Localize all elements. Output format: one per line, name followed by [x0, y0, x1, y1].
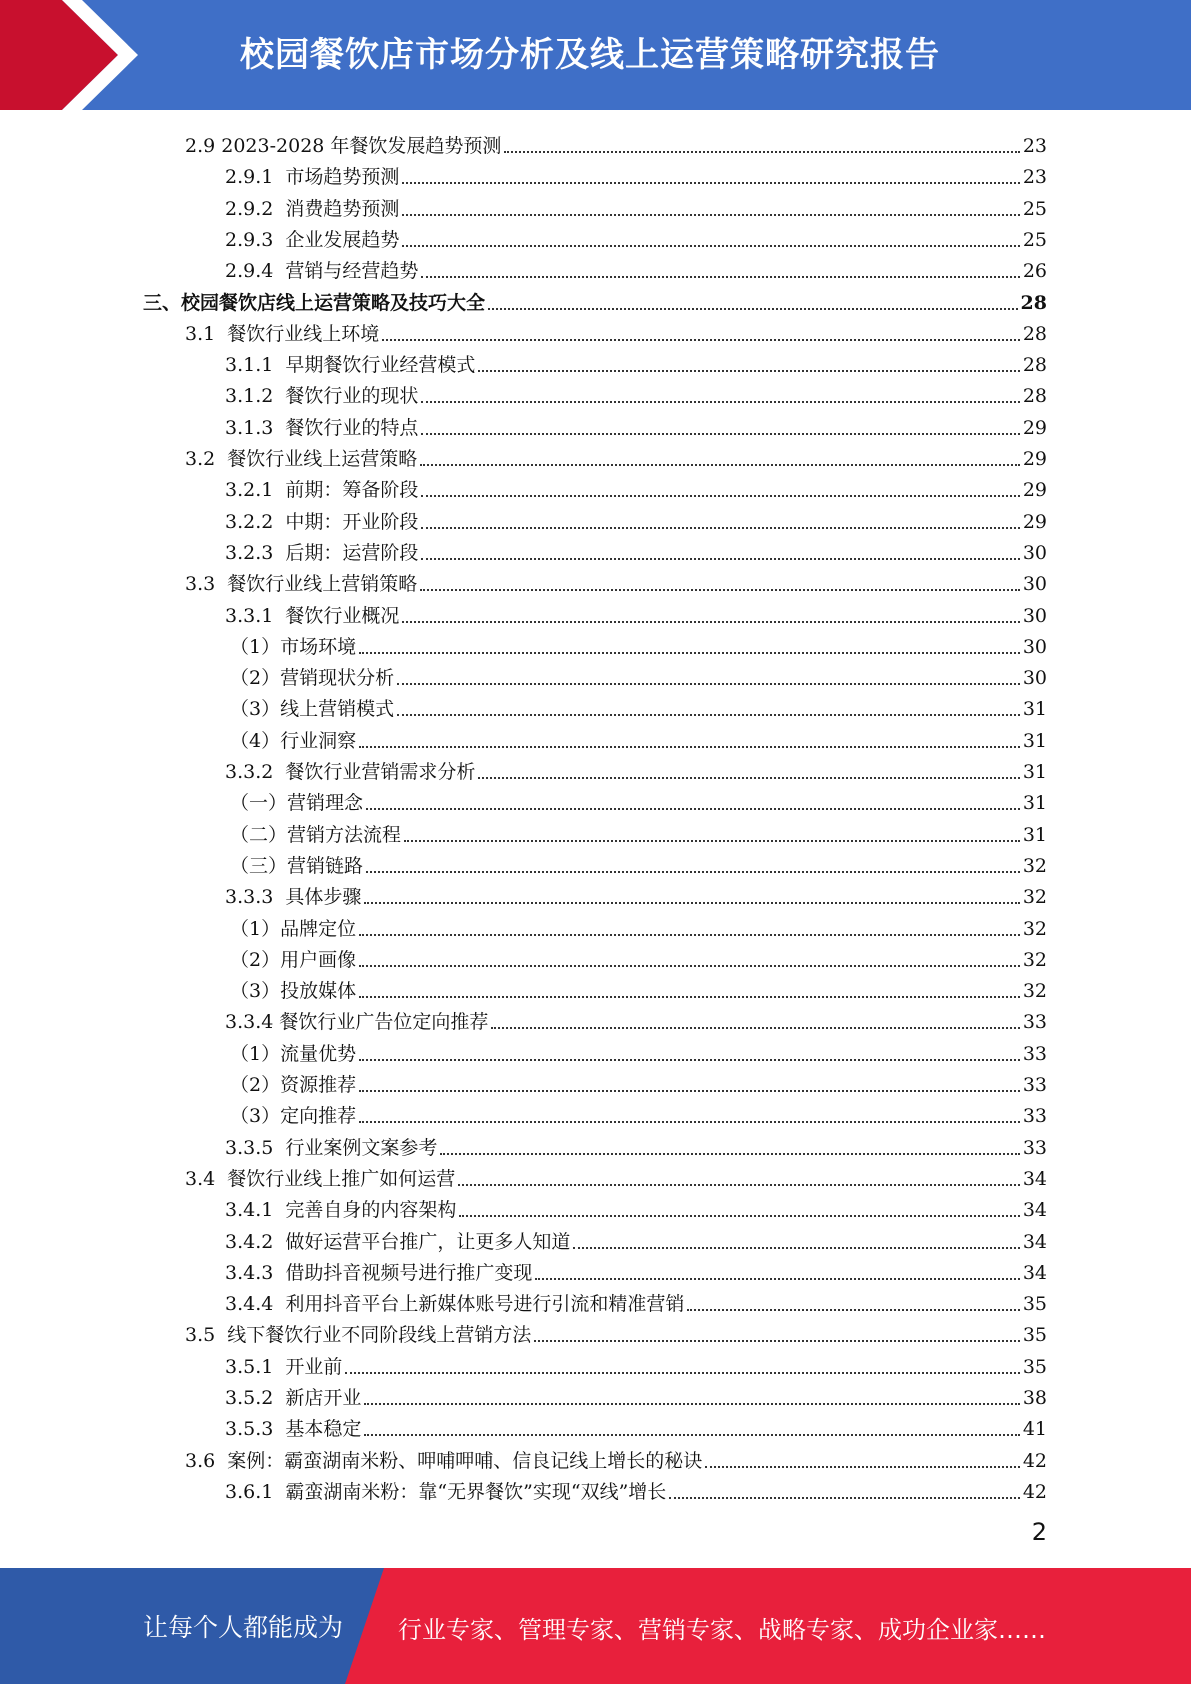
toc-entry-label: 3.4 餐饮行业线上推广如何运营 — [185, 1168, 456, 1190]
footer-slogan-left: 让每个人都能成为 — [143, 1613, 344, 1642]
toc-entry[interactable] — [225, 1003, 1047, 1034]
toc-entry[interactable] — [230, 722, 1047, 753]
toc-entry-page: 33 — [1022, 1043, 1047, 1065]
toc-entry-label: 3.4.3 借助抖音视频号进行推广变现 — [225, 1262, 533, 1284]
toc-dot-leader — [535, 1278, 1019, 1280]
toc-dot-leader — [421, 276, 1019, 278]
page-number: 2 — [1031, 1518, 1047, 1546]
toc-entry[interactable] — [225, 1473, 1047, 1504]
toc-dot-leader — [421, 527, 1019, 529]
toc-entry-label: 3.3.2 餐饮行业营销需求分析 — [225, 761, 476, 783]
toc-entry-label: 3.3.1 餐饮行业概况 — [225, 605, 400, 627]
toc-entry-page: 31 — [1022, 792, 1047, 814]
toc-entry-label: （3）线上营销模式 — [230, 698, 395, 720]
toc-entry[interactable] — [225, 221, 1047, 252]
toc-entry[interactable] — [225, 878, 1047, 909]
toc-dot-leader — [364, 1434, 1019, 1436]
toc-entry-label: 3.2.3 后期：运营阶段 — [225, 542, 419, 564]
toc-entry[interactable] — [185, 1160, 1047, 1191]
toc-entry-page: 33 — [1022, 1011, 1047, 1033]
report-footer — [0, 1568, 1191, 1684]
toc-entry-label: （三）营销链路 — [230, 855, 364, 877]
toc-entry-label: 三、校园餐饮店线上运营策略及技巧大全 — [143, 292, 486, 314]
toc-dot-leader — [504, 151, 1019, 153]
toc-entry[interactable] — [230, 628, 1047, 659]
toc-dot-leader — [382, 339, 1020, 341]
toc-dot-leader — [364, 1403, 1019, 1405]
report-header — [0, 0, 1191, 110]
toc-entry[interactable] — [230, 910, 1047, 941]
toc-entry-label: 2.9 2023-2028 年餐饮发展趋势预测 — [185, 135, 502, 157]
toc-entry-page: 33 — [1022, 1105, 1047, 1127]
toc-entry-page: 33 — [1022, 1074, 1047, 1096]
toc-entry[interactable] — [225, 158, 1047, 189]
toc-entry[interactable] — [185, 440, 1047, 471]
toc-dot-leader — [366, 871, 1020, 873]
toc-dot-leader — [404, 840, 1020, 842]
toc-entry-page: 23 — [1022, 166, 1047, 188]
toc-dot-leader — [420, 589, 1020, 591]
footer-slogan-right: 行业专家、管理专家、营销专家、战略专家、成功企业家…… — [398, 1616, 1046, 1644]
toc-entry-label: 3.3.4 餐饮行业广告位定向推荐 — [225, 1011, 489, 1033]
toc-entry-label: 3.1.3 餐饮行业的特点 — [225, 417, 419, 439]
toc-entry[interactable] — [143, 284, 1047, 315]
toc-entry-page: 29 — [1022, 417, 1047, 439]
toc-entry[interactable] — [230, 690, 1047, 721]
toc-dot-leader — [366, 808, 1020, 810]
toc-entry-page: 28 — [1022, 385, 1047, 407]
toc-dot-leader — [359, 1121, 1020, 1123]
toc-entry[interactable] — [225, 409, 1047, 440]
toc-dot-leader — [478, 370, 1019, 372]
toc-entry-label: （2）营销现状分析 — [230, 667, 395, 689]
toc-entry[interactable] — [225, 252, 1047, 283]
toc-entry-page: 32 — [1022, 886, 1047, 908]
toc-entry-label: 3.2.1 前期：筹备阶段 — [225, 479, 419, 501]
toc-entry[interactable] — [225, 1254, 1047, 1285]
toc-entry-label: （3）投放媒体 — [230, 980, 357, 1002]
toc-dot-leader — [397, 683, 1020, 685]
toc-entry-label: 3.1.2 餐饮行业的现状 — [225, 385, 419, 407]
toc-entry-label: 3.5.3 基本稳定 — [225, 1418, 362, 1440]
toc-entry[interactable] — [185, 1316, 1047, 1347]
toc-entry[interactable] — [185, 127, 1047, 158]
toc-dot-leader — [421, 495, 1019, 497]
toc-entry[interactable] — [225, 190, 1047, 221]
toc-entry-page: 29 — [1022, 511, 1047, 533]
toc-entry-page: 29 — [1022, 479, 1047, 501]
toc-entry-page: 42 — [1022, 1450, 1047, 1472]
toc-entry-page: 35 — [1022, 1356, 1047, 1378]
toc-entry-label: （1）品牌定位 — [230, 918, 357, 940]
toc-entry-page: 30 — [1022, 573, 1047, 595]
toc-entry-page: 38 — [1022, 1387, 1047, 1409]
toc-entry[interactable] — [225, 1348, 1047, 1379]
toc-dot-leader — [440, 1153, 1019, 1155]
toc-dot-leader — [359, 1090, 1020, 1092]
toc-entry-label: 2.9.1 市场趋势预测 — [225, 166, 400, 188]
toc-dot-leader — [359, 1059, 1020, 1061]
toc-entry[interactable] — [225, 1285, 1047, 1316]
toc-dot-leader — [359, 996, 1020, 998]
toc-entry[interactable] — [185, 1442, 1047, 1473]
toc-entry-page: 31 — [1022, 824, 1047, 846]
toc-entry-label: 3.2 餐饮行业线上运营策略 — [185, 448, 418, 470]
toc-entry-label: 3.1.1 早期餐饮行业经营模式 — [225, 354, 476, 376]
toc-dot-leader — [669, 1497, 1020, 1499]
toc-entry[interactable] — [225, 534, 1047, 565]
toc-entry[interactable] — [230, 1097, 1047, 1128]
toc-entry[interactable] — [225, 346, 1047, 377]
toc-dot-leader — [421, 401, 1019, 403]
toc-dot-leader — [402, 245, 1019, 247]
toc-entry[interactable] — [230, 941, 1047, 972]
toc-entry-label: （1）流量优势 — [230, 1043, 357, 1065]
toc-dot-leader — [345, 1372, 1019, 1374]
toc-entry[interactable] — [225, 1410, 1047, 1441]
toc-entry[interactable] — [230, 659, 1047, 690]
toc-entry-label: 3.4.2 做好运营平台推广，让更多人知道 — [225, 1231, 571, 1253]
toc-entry-page: 29 — [1022, 448, 1047, 470]
toc-entry-label: 3.5.1 开业前 — [225, 1356, 343, 1378]
header-chevron-decoration — [0, 0, 160, 110]
toc-entry-label: （2）用户画像 — [230, 949, 357, 971]
toc-entry[interactable] — [230, 1035, 1047, 1066]
toc-entry-label: 2.9.4 营销与经营趋势 — [225, 260, 419, 282]
toc-entry-label: （二）营销方法流程 — [230, 824, 402, 846]
toc-entry[interactable] — [225, 503, 1047, 534]
toc-entry-label: 3.3 餐饮行业线上营销策略 — [185, 573, 418, 595]
toc-entry-page: 25 — [1022, 198, 1047, 220]
toc-dot-leader — [402, 214, 1019, 216]
toc-entry[interactable] — [225, 1191, 1047, 1222]
toc-dot-leader — [421, 433, 1019, 435]
toc-dot-leader — [491, 1027, 1019, 1029]
toc-entry[interactable] — [225, 377, 1047, 408]
toc-entry-page: 32 — [1022, 918, 1047, 940]
toc-entry-page: 25 — [1022, 229, 1047, 251]
toc-entry-page: 34 — [1022, 1199, 1047, 1221]
toc-entry-page: 30 — [1022, 667, 1047, 689]
toc-dot-leader — [359, 746, 1020, 748]
toc-entry[interactable] — [185, 565, 1047, 596]
toc-entry-page: 35 — [1022, 1324, 1047, 1346]
toc-entry[interactable] — [225, 471, 1047, 502]
toc-entry-page: 34 — [1022, 1168, 1047, 1190]
toc-dot-leader — [534, 1340, 1020, 1342]
toc-entry-page: 32 — [1022, 949, 1047, 971]
toc-dot-leader — [402, 621, 1019, 623]
toc-dot-leader — [359, 934, 1020, 936]
toc-entry-label: 3.6 案例：霸蛮湖南米粉、呷哺呷哺、信良记线上增长的秘诀 — [185, 1450, 703, 1472]
toc-entry-label: （3）定向推荐 — [230, 1105, 357, 1127]
toc-entry-label: 2.9.2 消费趋势预测 — [225, 198, 400, 220]
toc-entry[interactable] — [225, 597, 1047, 628]
toc-entry-label: 3.4.4 利用抖音平台上新媒体账号进行引流和精准营销 — [225, 1293, 685, 1315]
toc-entry[interactable] — [225, 1379, 1047, 1410]
toc-entry-label: 3.6.1 霸蛮湖南米粉：靠“无界餐饮”实现“双线”增长 — [225, 1481, 667, 1503]
toc-dot-leader — [421, 558, 1019, 560]
toc-entry-page: 30 — [1022, 636, 1047, 658]
toc-entry-page: 32 — [1022, 855, 1047, 877]
toc-dot-leader — [458, 1184, 1020, 1186]
toc-entry-label: （4）行业洞察 — [230, 730, 357, 752]
toc-entry-page: 30 — [1022, 605, 1047, 627]
toc-dot-leader — [478, 777, 1019, 779]
toc-entry[interactable] — [225, 1129, 1047, 1160]
toc-dot-leader — [420, 464, 1020, 466]
toc-entry-label: 3.3.3 具体步骤 — [225, 886, 362, 908]
toc-entry-page: 35 — [1022, 1293, 1047, 1315]
toc-entry-page: 31 — [1022, 698, 1047, 720]
toc-dot-leader — [402, 182, 1019, 184]
toc-entry-page: 28 — [1022, 323, 1047, 345]
toc-dot-leader — [573, 1247, 1019, 1249]
toc-dot-leader — [359, 652, 1020, 654]
toc-dot-leader — [364, 902, 1019, 904]
toc-entry[interactable] — [230, 847, 1047, 878]
toc-entry-label: 3.4.1 完善自身的内容架构 — [225, 1199, 457, 1221]
toc-entry-label: 3.3.5 行业案例文案参考 — [225, 1137, 438, 1159]
toc-entry[interactable] — [225, 753, 1047, 784]
toc-entry-page: 42 — [1022, 1481, 1047, 1503]
toc-entry[interactable] — [230, 816, 1047, 847]
toc-dot-leader — [488, 308, 1018, 310]
toc-entry-label: 3.2.2 中期：开业阶段 — [225, 511, 419, 533]
toc-entry-page: 34 — [1022, 1231, 1047, 1253]
toc-entry-page: 31 — [1022, 761, 1047, 783]
toc-dot-leader — [705, 1466, 1020, 1468]
toc-entry[interactable] — [230, 784, 1047, 815]
toc-entry-page: 34 — [1022, 1262, 1047, 1284]
toc-entry-page: 28 — [1020, 292, 1047, 314]
toc-entry-label: 3.5.2 新店开业 — [225, 1387, 362, 1409]
toc-dot-leader — [687, 1309, 1019, 1311]
toc-entry[interactable] — [230, 1066, 1047, 1097]
toc-entry-page: 31 — [1022, 730, 1047, 752]
toc-entry-page: 41 — [1022, 1418, 1047, 1440]
toc-entry-page: 32 — [1022, 980, 1047, 1002]
toc-entry-page: 28 — [1022, 354, 1047, 376]
toc-entry-label: 3.1 餐饮行业线上环境 — [185, 323, 380, 345]
toc-entry[interactable] — [225, 1223, 1047, 1254]
report-title: 校园餐饮店市场分析及线上运营策略研究报告 — [240, 35, 940, 75]
toc-entry-label: （2）资源推荐 — [230, 1074, 357, 1096]
toc-entry-label: （1）市场环境 — [230, 636, 357, 658]
toc-dot-leader — [397, 714, 1020, 716]
toc-entry[interactable] — [230, 972, 1047, 1003]
toc-entry-label: （一）营销理念 — [230, 792, 364, 814]
toc-entry-page: 33 — [1022, 1137, 1047, 1159]
toc-entry-label: 2.9.3 企业发展趋势 — [225, 229, 400, 251]
toc-dot-leader — [459, 1215, 1019, 1217]
toc-dot-leader — [359, 965, 1020, 967]
toc-entry-label: 3.5 线下餐饮行业不同阶段线上营销方法 — [185, 1324, 532, 1346]
toc-entry-page: 23 — [1022, 135, 1047, 157]
toc-entry-page: 26 — [1022, 260, 1047, 282]
toc-entry-page: 30 — [1022, 542, 1047, 564]
toc-entry[interactable] — [185, 315, 1047, 346]
